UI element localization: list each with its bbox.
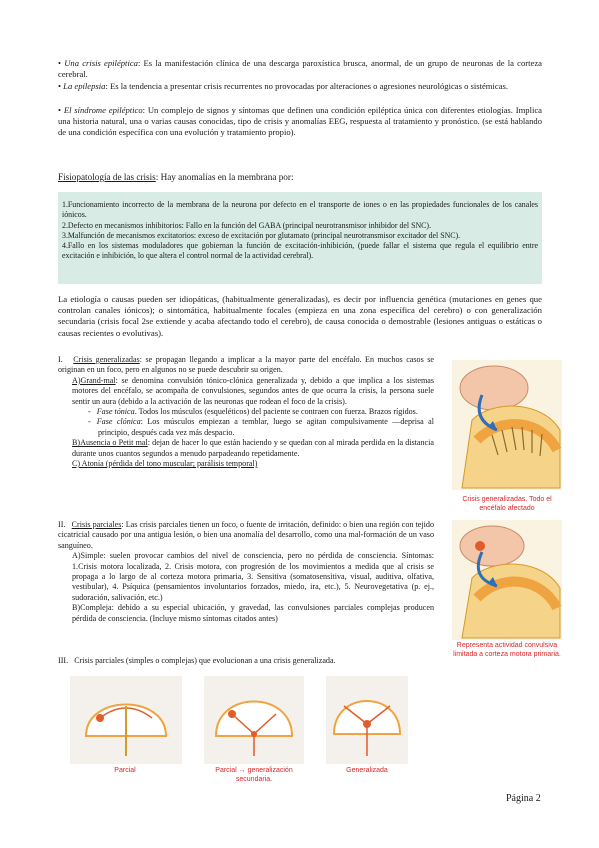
- section-evolucion: III. Crisis parciales (simples o complejas) que evolucionan a una crisis generalizada.: [58, 656, 336, 665]
- definition-epilepsia: • La epilepsia: Es la tendencia a presentar crisis recurrentes no provocadas por alteraciones o agresiones neurológicas o sistémicas.: [58, 81, 508, 91]
- etiologia-paragraph: La etiología o causas pueden ser idiopáticas, (habitualmente generalizadas), es decir por influencia genética (mutaciones en genes que controlan canales iónicos); o sintomática, habitualmente focales (empieza en una zona específica del cerebro) o con generalización secundaria (crisis focal 2se extiende y acaba afectando todo el cerebro), de causa conocida o demostrable (lesiones antiguas o estáticas o causas recientes o evolutivas).: [58, 294, 542, 338]
- figure-caption: Representa actividad convulsiva limitada a corteza motora primaria.: [453, 642, 561, 658]
- brain-generalized-figure: [452, 360, 562, 490]
- brain-partial-figure: [70, 676, 182, 764]
- list-item: - Fase tónica. Todos los músculos (esqueléticos) del paciente se contraen con fuerza. Brazos rígidos.: [98, 407, 434, 417]
- figure-caption: Parcial: [114, 767, 136, 774]
- brain-motor-cortex-figure: [452, 520, 562, 640]
- definition-sindrome: • El síndrome epiléptico: Un complejo de signos y síntomas que definen una condición epiléptica única con diferentes etiologías. Implica una historia natural, una o varias causas conocidas, tipo de crisis y anomalías EEG, respuesta al tratamiento y pronóstico. (se está hablando de una condición específica con una evolución y tratamiento propio).: [58, 105, 542, 138]
- section-parciales: II. Crisis parciales: Las crisis parciales tienen un foco, o fuente de irritación, definido: o bien una región con tejido cicatricial causado por una antigua lesión, o bien una anomalía del desarrollo, como una mal-formación de un vaso sanguíneo. A)Simple: suelen provocar cambios del nivel de consciencia, pero no pérdida de consciencia. Síntomas: 1.Crisis motora localizada, 2. Crisis motora, con progresión de los movimientos a medida que al crisis se propaga a lo largo de al corteza motora primaria, 3. Sensitiva (somatosensitiva, visual, auditiva, olfativa, vestibular), 4. Psíquica (pensamientos involuntarios forzados, miedo, ira, etc.), 5. Neurovegetativa (p. ej., sudoración, salivación, etc.) B)Compleja: debido a su especial ubicación, y gravedad, las convulsiones parciales complejas producen pérdida de consciencia. (Incluye mismo síntomas citados antes): [58, 520, 434, 623]
- brain-generalized-small-figure: [326, 676, 408, 764]
- brain-secondary-generalization-figure: [204, 676, 304, 764]
- mechanism-item: 3.Malfunción de mecanismos excitatorios: exceso de excitación por glutamato (principal neurotransmisor excitador del SNC).: [62, 230, 461, 240]
- mechanism-item: 1.Funcionamiento incorrecto de la membrana de la neurona por defecto en el transporte de iones o en las propiedades funcionales de los canales iónicos.: [62, 200, 538, 220]
- figure-caption: Crisis generalizadas. Todo el encéfalo afectado: [462, 496, 552, 512]
- list-item: - Fase clónica: Los músculos empiezan a temblar, luego se agitan compulsivamente —deprisa al principio, después cada vez más despacio.: [98, 417, 434, 438]
- section-generalizadas: I. Crisis generalizadas: se propagan llegando a implicar a la mayor parte del encéfalo. En muchos casos se originan en un foco, pero en algunos no se puede descubrir su origen. A)Grand-mal: se denomina convulsión tónico-clónica generalizada y, debido a que implica a los sistemas motores del encéfalo, se acompaña de convulsiones, segundos antes de que ocurra la crisis, la persona suele sentir un aura (debido a la activación de las neuronas que rodean el foco de la crisis). - Fase tónica. Todos los músculos (esqueléticos) del paciente se contraen con fuerza. Brazos rígidos. - Fase clónica: Los músculos empiezan a temblar, luego se agitan compulsivamente —deprisa al principio, después cada vez más despacio. B)Ausencia o Petit mal: dejan de hacer lo que están haciendo y se quedan con al mirada perdida en la distancia durante unos cuantos segundos a menudo parpadeando repetidamente. C) Atonía (pérdida del tono muscular; parálisis temporal): [58, 355, 434, 469]
- definition-crisis: • Una crisis epiléptica: Es la manifestación clínica de una descarga paroxística brusca, anormal, de un grupo de neuronas de la corteza cerebral.: [58, 58, 542, 80]
- mechanism-item: 2.Defecto en mecanismos inhibitorios: Fallo en la función del GABA (principal neurotransmisor inhibidor del SNC).: [62, 220, 432, 230]
- page-number: Página 2: [506, 793, 541, 804]
- mechanisms-box: [58, 192, 542, 284]
- fisiopatologia-heading: Fisiopatología de las crisis: Hay anomalías en la membrana por:: [58, 172, 294, 182]
- figure-caption: Parcial → generalización secundaria.: [215, 767, 293, 783]
- figure-caption: Generalizada: [346, 767, 388, 774]
- mechanism-item: 4.Fallo en los sistemas moduladores que gobiernan la función de excitación-inhibición, (puede fallar el sistema que regula el equilibrio entre excitación e inhibición, lo que altera el control normal de la actividad cerebral).: [62, 241, 538, 261]
